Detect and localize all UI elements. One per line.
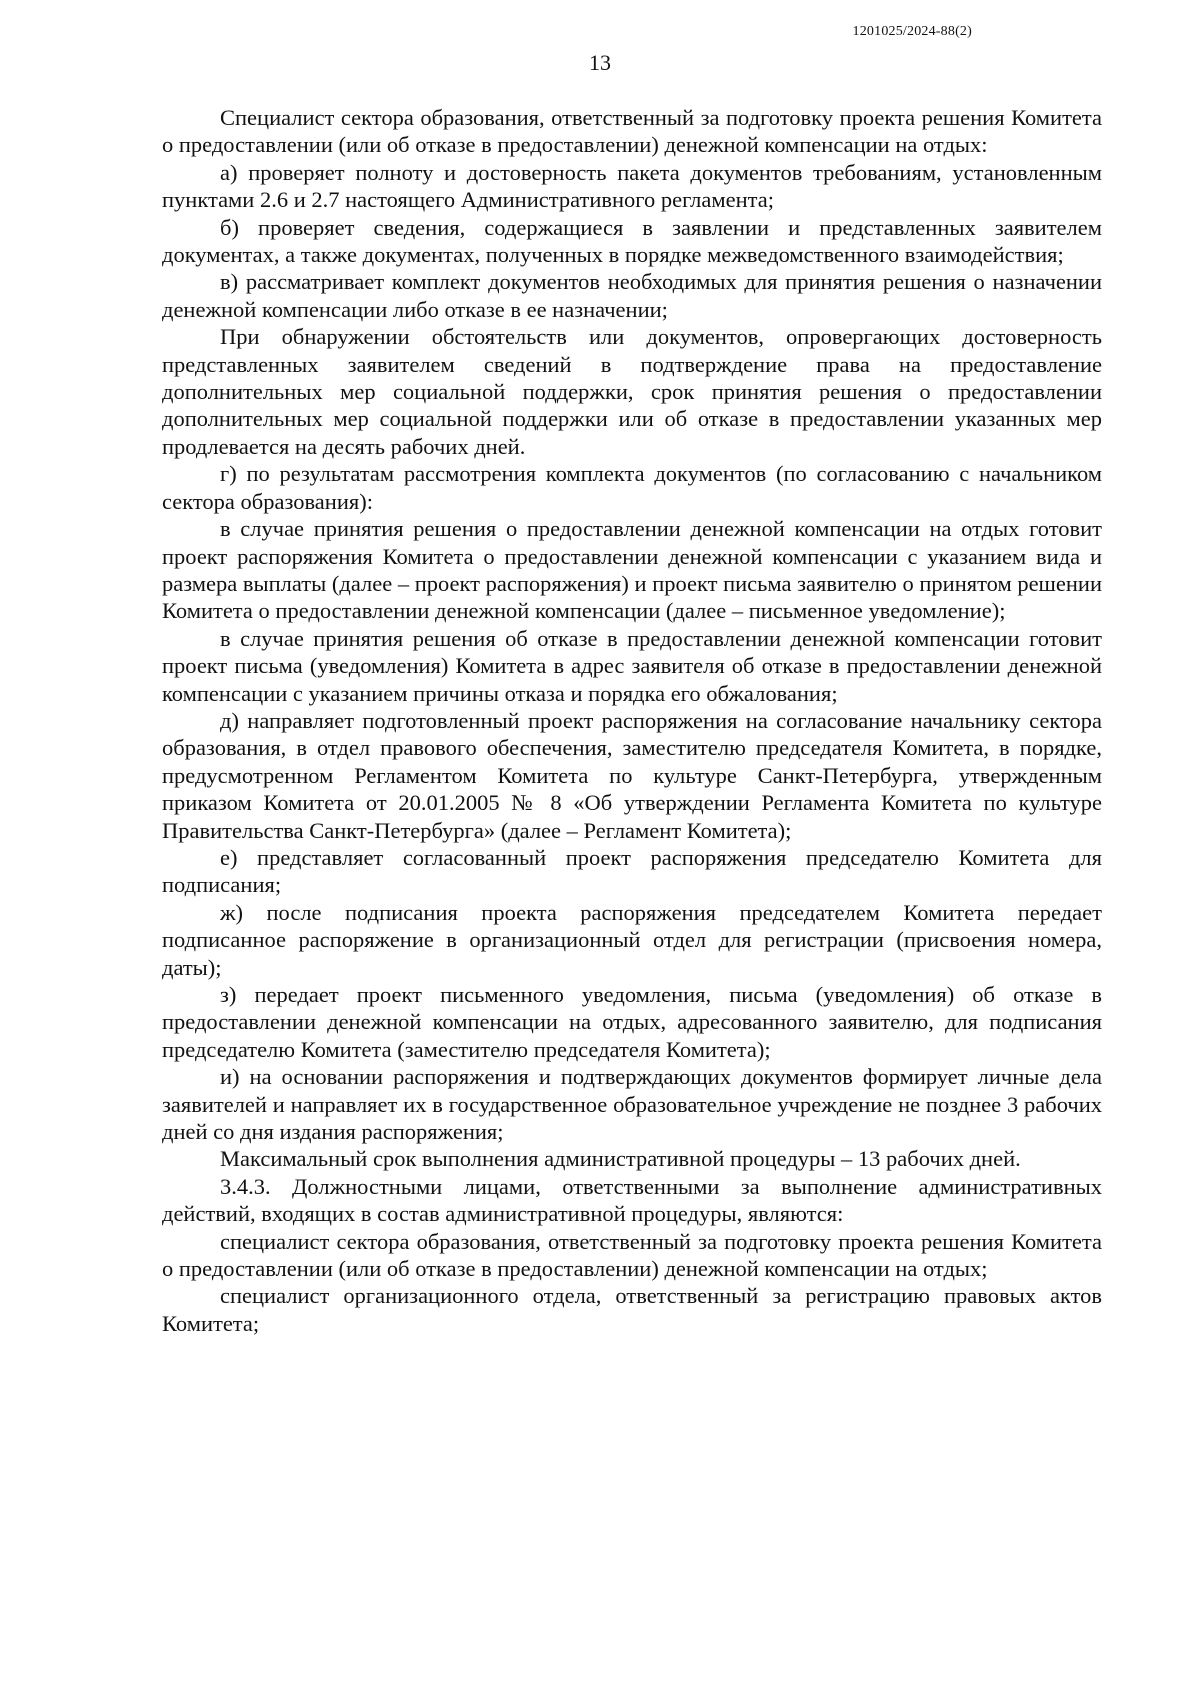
paragraph: Специалист сектора образования, ответственный за подготовку проекта решения Комитета о предоставлении (или об отказе в предоставлении) денежной компенсации на отдых: <box>162 105 1102 158</box>
doc-number: 1201025/2024-88(2) <box>852 24 972 39</box>
document-body <box>162 104 1102 1337</box>
paragraph: в) рассматривает комплект документов необходимых для принятия решения о назначении денежной компенсации либо отказе в ее назначении; <box>162 269 1102 322</box>
page-number: 13 <box>589 50 611 75</box>
paragraph: 3.4.3. Должностными лицами, ответственными за выполнение административных действий, входящих в состав административной процедуры, являются: <box>162 1173 1102 1227</box>
paragraph: специалист организационного отдела, ответственный за регистрацию правовых актов Комитета; <box>162 1283 1102 1336</box>
paragraph: специалист сектора образования, ответственный за подготовку проекта решения Комитета о предоставлении (или об отказе в предоставлении) денежной компенсации на отдых; <box>162 1228 1102 1282</box>
paragraph: г) по результатам рассмотрения комплекта документов (по согласованию с начальником сектора образования): <box>162 461 1102 514</box>
paragraph: б) проверяет сведения, содержащиеся в заявлении и представленных заявителем документах, а также документах, полученных в порядке межведомственного взаимодействия; <box>162 214 1102 268</box>
paragraph: ж) после подписания проекта распоряжения председателем Комитета передает подписанное распоряжение в организационный отдел для регистрации (присвоения номера, даты); <box>162 899 1102 980</box>
paragraph: При обнаружении обстоятельств или документов, опровергающих достоверность представленных заявителем сведений в подтверждение права на предоставление дополнительных мер социальной поддержки, срок принятия решения о предоставлении дополнительных мер социальной поддержки или об отказе в предоставлении указанных мер продлевается на десять рабочих дней. <box>162 324 1102 459</box>
paragraph: з) передает проект письменного уведомления, письма (уведомления) об отказе в предоставлении денежной компенсации на отдых, адресованного заявителю, для подписания председателю Комитета (заместителю председателя Комитета); <box>162 982 1102 1062</box>
paragraph: а) проверяет полноту и достоверность пакета документов требованиям, установленным пунктами 2.6 и 2.7 настоящего Административного регламента; <box>162 159 1102 213</box>
paragraph: Максимальный срок выполнения административной процедуры – 13 рабочих дней. <box>220 1146 1021 1172</box>
paragraph: и) на основании распоряжения и подтверждающих документов формирует личные дела заявителей и направляет их в государственное образовательное учреждение не позднее 3 рабочих дней со дня издания распоряжения; <box>162 1064 1102 1145</box>
paragraph: д) направляет подготовленный проект распоряжения на согласование начальнику сектора образования, в отдел правового обеспечения, заместителю председателя Комитета, в порядке, предусмотренном Регламентом Комитета по культуре Санкт-Петербурга, утвержденным приказом Комитета от 20.01.2005 № 8 «Об утверждении Регламента Комитета по культуре Правительства Санкт-Петербурга» (далее – Регламент Комитета); <box>162 707 1102 843</box>
paragraph: е) представляет согласованный проект распоряжения председателю Комитета для подписания; <box>162 844 1102 898</box>
paragraph: в случае принятия решения о предоставлении денежной компенсации на отдых готовит проект распоряжения Комитета о предоставлении денежной компенсации с указанием вида и размера выплаты (далее – проект распоряжения) и проект письма заявителю о принятом решении Комитета о предоставлении денежной компенсации (далее – письменное уведомление); <box>162 516 1102 624</box>
paragraph: в случае принятия решения об отказе в предоставлении денежной компенсации готовит проект письма (уведомления) Комитета в адрес заявителя об отказе в предоставлении денежной компенсации с указанием причины отказа и порядка его обжалования; <box>162 625 1102 706</box>
